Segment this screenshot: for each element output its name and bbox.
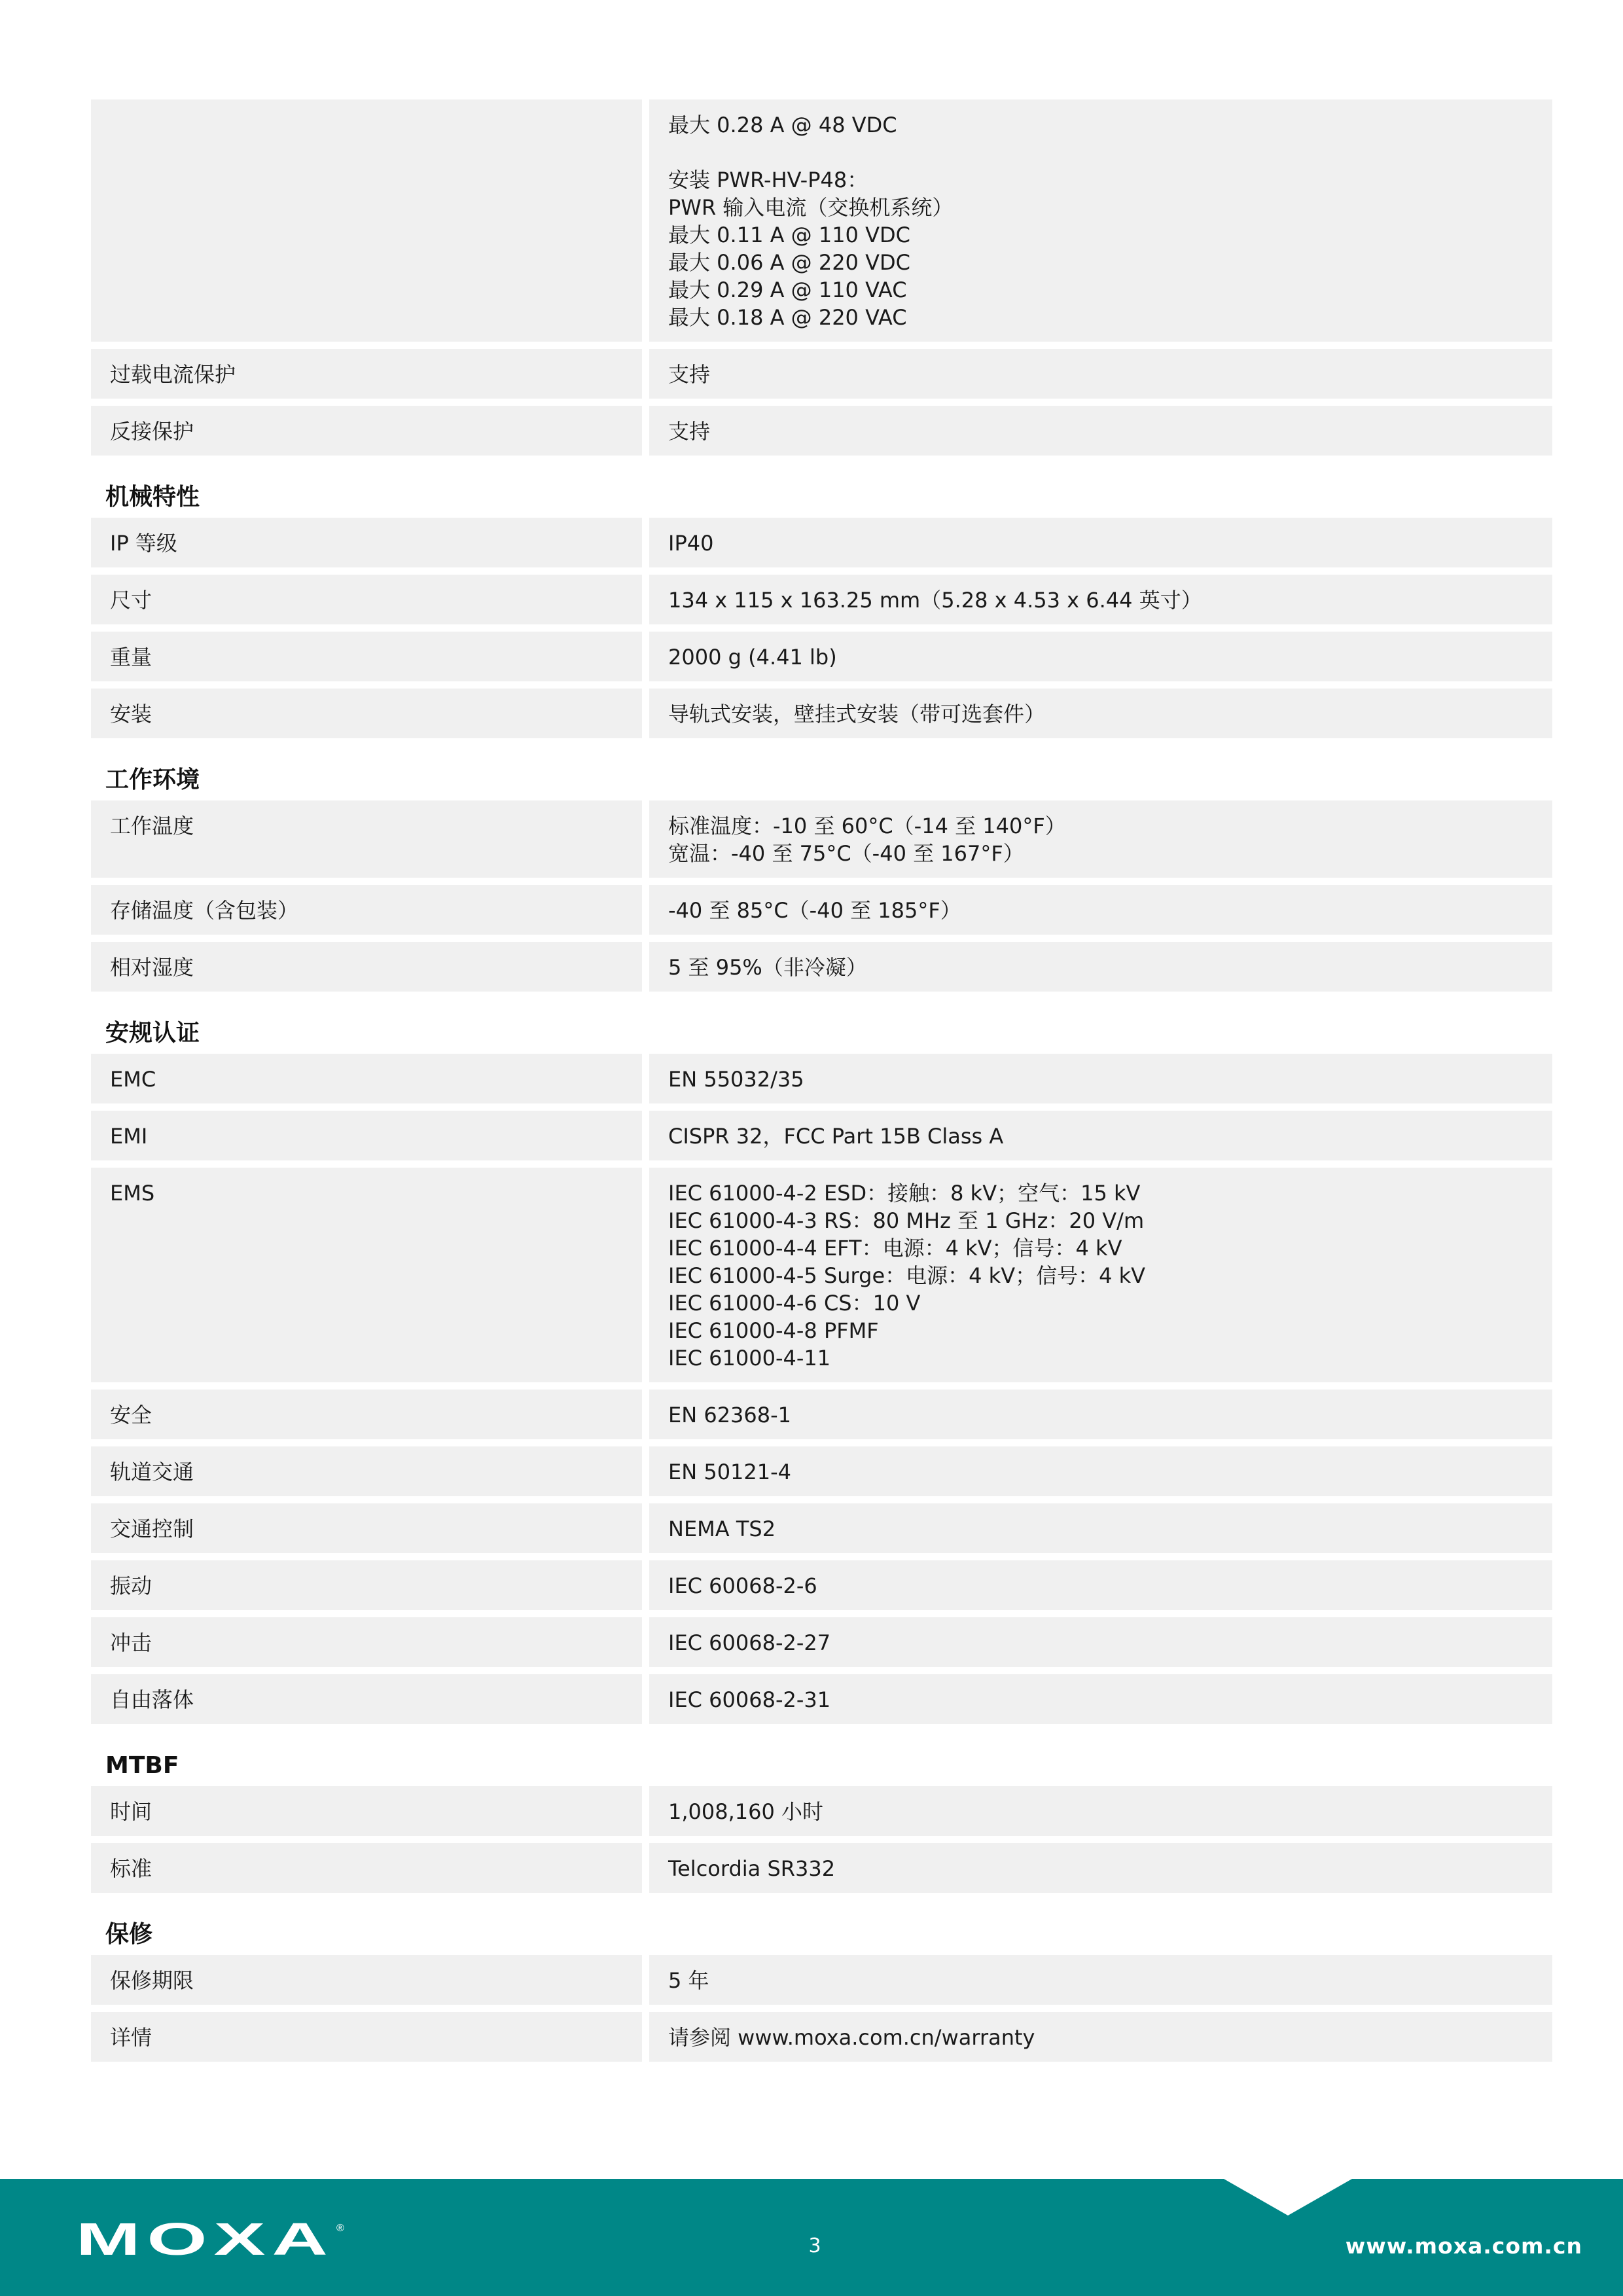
svg-text:MOXA: MOXA [76, 2221, 334, 2259]
spec-table [91, 99, 1552, 2069]
spec-label: 尺寸 [91, 575, 642, 624]
spec-label: 详情 [91, 2012, 642, 2062]
spec-label: 工作温度 [91, 800, 642, 878]
spec-label: 振动 [91, 1560, 642, 1610]
spec-label: 存储温度（含包装） [91, 885, 642, 935]
spec-value: 标准温度：-10 至 60°C（-14 至 140°F） 宽温：-40 至 75°C（-40 至 167°F） [649, 800, 1552, 878]
spec-row [91, 1560, 1552, 1610]
spec-label: EMS [91, 1168, 642, 1382]
spec-label: 反接保护 [91, 406, 642, 456]
spec-row [91, 518, 1552, 567]
footer-notch-shape [1224, 2179, 1352, 2215]
spec-row [91, 1674, 1552, 1724]
spec-value: 2000 g (4.41 lb) [649, 632, 1552, 681]
spec-row [91, 99, 1552, 342]
spec-value: IEC 60068-2-27 [649, 1617, 1552, 1667]
spec-label [91, 99, 642, 342]
spec-value: 请参阅 www.moxa.com.cn/warranty [649, 2012, 1552, 2062]
spec-label: 轨道交通 [91, 1446, 642, 1496]
spec-row [91, 349, 1552, 399]
spec-value: 最大 0.28 A @ 48 VDC 安装 PWR-HV-P48： PWR 输入电流（交换机系统） 最大 0.11 A @ 110 VDC 最大 0.06 A @ 220 VDC 最大 0.29 A @ 110 VAC 最大 0.18 A @ 220 VAC [649, 99, 1552, 342]
spec-label: 保修期限 [91, 1955, 642, 2005]
spec-value: EN 62368-1 [649, 1390, 1552, 1439]
spec-row [91, 1955, 1552, 2005]
spec-label: 重量 [91, 632, 642, 681]
spec-row [91, 800, 1552, 878]
spec-row [91, 689, 1552, 738]
spec-value: EN 55032/35 [649, 1054, 1552, 1103]
footer-website: www.moxa.com.cn [1345, 2233, 1582, 2259]
section-heading: 安规认证 [105, 1020, 200, 1047]
spec-row [91, 1054, 1552, 1103]
spec-label: EMI [91, 1111, 642, 1160]
spec-label: EMC [91, 1054, 642, 1103]
section-heading: MTBF [105, 1752, 179, 1779]
spec-value: -40 至 85°C（-40 至 185°F） [649, 885, 1552, 935]
section-heading: 工作环境 [105, 766, 200, 793]
spec-row [91, 2012, 1552, 2062]
section-heading: 保修 [105, 1921, 153, 1948]
spec-value: IEC 61000-4-2 ESD：接触：8 kV；空气：15 kV IEC 61000-4-3 RS：80 MHz 至 1 GHz：20 V/m IEC 61000-4-4 EFT：电源：4 kV；信号：4 kV IEC 61000-4-5 Surge：电源：4 kV；信号：4 kV IEC 61000-4-6 CS：10 V IEC 61000-4-8 PFMF IEC 61000-4-11 [649, 1168, 1552, 1382]
spec-value: 5 年 [649, 1955, 1552, 2005]
spec-row [91, 406, 1552, 456]
spec-value: CISPR 32，FCC Part 15B Class A [649, 1111, 1552, 1160]
spec-label: 自由落体 [91, 1674, 642, 1724]
spec-label: 标准 [91, 1843, 642, 1893]
spec-label: 交通控制 [91, 1503, 642, 1553]
spec-row [91, 942, 1552, 992]
spec-row [91, 575, 1552, 624]
svg-text:®: ® [336, 2223, 344, 2234]
spec-label: 安装 [91, 689, 642, 738]
spec-value: Telcordia SR332 [649, 1843, 1552, 1893]
spec-row [91, 1446, 1552, 1496]
spec-label: IP 等级 [91, 518, 642, 567]
spec-value: IP40 [649, 518, 1552, 567]
spec-label: 时间 [91, 1786, 642, 1836]
spec-value: NEMA TS2 [649, 1503, 1552, 1553]
spec-value: 134 x 115 x 163.25 mm（5.28 x 4.53 x 6.44 英寸） [649, 575, 1552, 624]
spec-value: 支持 [649, 349, 1552, 399]
spec-row [91, 632, 1552, 681]
spec-label: 冲击 [91, 1617, 642, 1667]
spec-row [91, 1617, 1552, 1667]
spec-row [91, 1503, 1552, 1553]
page-number: 3 [808, 2234, 821, 2257]
section-heading: 机械特性 [105, 484, 200, 511]
spec-label: 相对湿度 [91, 942, 642, 992]
spec-row [91, 1786, 1552, 1836]
spec-value: 支持 [649, 406, 1552, 456]
spec-label: 过载电流保护 [91, 349, 642, 399]
moxa-logo [76, 2221, 351, 2259]
spec-value: EN 50121-4 [649, 1446, 1552, 1496]
spec-row [91, 1111, 1552, 1160]
spec-row [91, 1390, 1552, 1439]
spec-row [91, 1168, 1552, 1382]
spec-value: 导轨式安装，壁挂式安装（带可选套件） [649, 689, 1552, 738]
spec-row [91, 885, 1552, 935]
spec-row [91, 1843, 1552, 1893]
spec-label: 安全 [91, 1390, 642, 1439]
spec-value: 1,008,160 小时 [649, 1786, 1552, 1836]
spec-value: IEC 60068-2-31 [649, 1674, 1552, 1724]
spec-value: 5 至 95%（非冷凝） [649, 942, 1552, 992]
spec-value: IEC 60068-2-6 [649, 1560, 1552, 1610]
